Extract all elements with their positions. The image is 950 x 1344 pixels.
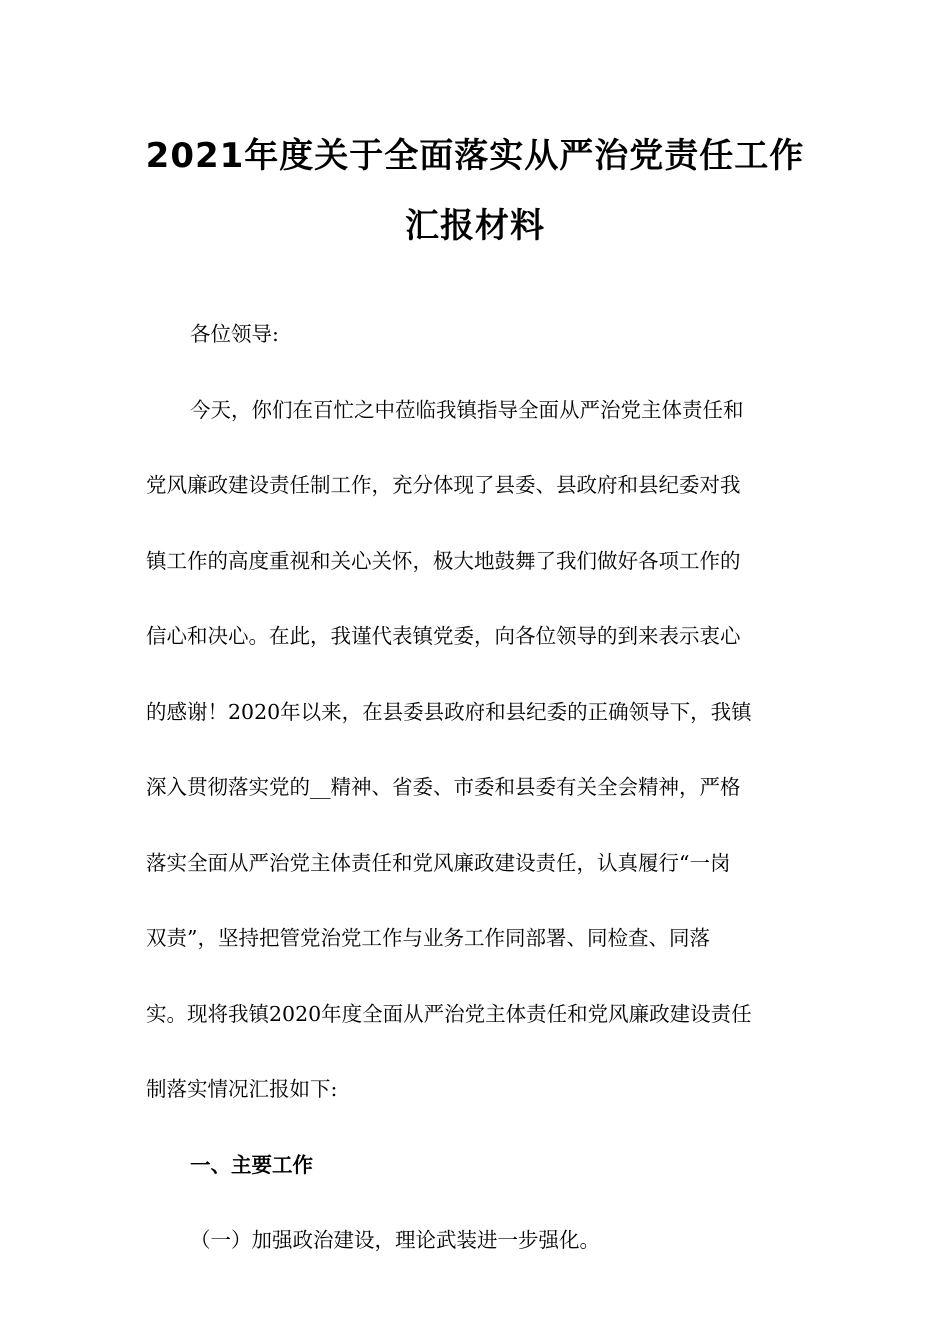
document-title-line-2: 汇报材料 [405, 206, 545, 246]
paragraph-line: 信心和决心。在此，我谨代表镇党委，向各位领导的到来表示衷心 [146, 624, 741, 648]
paragraph-line: 落实全面从严治党主体责任和党风廉政建设责任，认真履行“一岗 [146, 850, 731, 875]
paragraph-line: 的感谢！2020年以来，在县委县政府和县纪委的正确领导下，我镇 [146, 699, 752, 724]
paragraph-line: 今天，你们在百忙之中莅临我镇指导全面从严治党主体责任和 [190, 397, 744, 422]
document-title-line-1: 2021年度关于全面落实从严治党责任工作 [145, 136, 805, 176]
paragraph-line: 制落实情况汇报如下: [146, 1077, 338, 1101]
paragraph-line: 镇工作的高度重视和关心关怀，极大地鼓舞了我们做好各项工作的 [146, 548, 741, 573]
paragraph-line: 实。现将我镇2020年度全面从严治党主体责任和党风廉政建设责任 [146, 1001, 752, 1026]
section-subheading: （一）加强政治建设，理论武装进一步强化。 [190, 1228, 600, 1252]
salutation: 各位领导: [190, 322, 279, 346]
paragraph-line: 双责”，坚持把管党治党工作与业务工作同部署、同检查、同落 [146, 926, 710, 950]
paragraph-line: 深入贯彻落实党的__精神、省委、市委和县委有关全会精神，严格 [146, 775, 741, 799]
document-body [146, 297, 806, 1279]
paragraph-line: 党风廉政建设责任制工作，充分体现了县委、县政府和县纪委对我 [146, 473, 741, 497]
section-heading: 一、主要工作 [190, 1152, 313, 1177]
